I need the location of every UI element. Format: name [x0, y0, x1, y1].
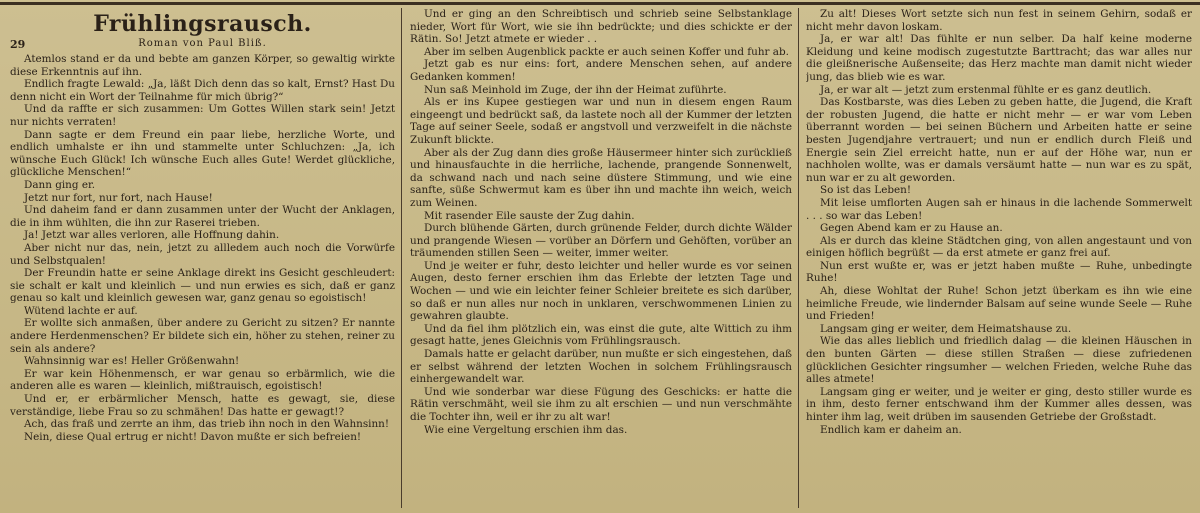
- paragraph: Ja! Jetzt war alles verloren, alle Hoffnung dahin.: [24, 229, 280, 242]
- page-number: 29: [10, 38, 26, 51]
- paragraph: Aber als der Zug dann dies große Häusermeer hinter sich zurückließ und hinausfauchte in die herrliche, lachende, prangende Sonnenwelt, da schwand nach und nach seine düstere Stimmung, und wie eine sanfte, süße Schwermut kam es über ihn und machte ihn weich, weich zum Weinen.: [410, 146, 792, 209]
- paragraph: Wütend lachte er auf.: [24, 304, 138, 317]
- paragraph: Wie das alles lieblich und friedlich dalag — die kleinen Häuschen in den bunten Gärten — diese stillen Straßen — diese zufriedenen glücklichen Gesichter ringsumher — welchen Frieden, welche Ruhe das alles atmete!: [806, 335, 1192, 386]
- paragraph: Das Kostbarste, was dies Leben zu geben hatte, die Jugend, die Kraft der robusten Jugend, die hatte er nicht mehr — er war vom Leben überrannt worden — bei seinen Büchern und Arbeiten hatte er seine besten Jugendjahre vertrauert; und nun er endlich durch Fleiß und Energie sein Ziel erreicht hatte, nun er auf der Höhe war, nun er nachholen wollte, was er damals versäumt hatte — nun war es zu spät, nun war er zu alt geworden.: [806, 96, 1192, 184]
- paragraph: Zu alt! Dieses Wort setzte sich nun fest in seinem Gehirn, sodaß er nicht mehr davon loskam.: [806, 8, 1192, 33]
- paragraph: Als er durch das kleine Städtchen ging, von allen angestaunt und von einigen höflich begrüßt — da erst atmete er ganz frei auf.: [806, 234, 1192, 260]
- column-2-text: [410, 8, 792, 436]
- paragraph: Nun erst wußte er, was er jetzt haben mußte — Ruhe, unbedingte Ruhe!: [806, 259, 1192, 285]
- paragraph: Und er ging an den Schreibtisch und schrieb seine Selbstanklage nieder, Wort für Wort, wie sie ihn bedrückte; und dies schickte er der Rätin. So! Jetzt atmete er wieder . .: [410, 8, 792, 46]
- paragraph: Und wie sonderbar war diese Fügung des Geschicks: er hatte die Rätin verschmäht, weil sie ihm zu alt erschien — und nun verschmähte die Tochter ihn, weil er ihr zu alt war!: [410, 385, 792, 423]
- column-1-text: [10, 53, 395, 443]
- paragraph: Jetzt nur fort, nur fort, nach Hause!: [24, 191, 213, 204]
- paragraph: Langsam ging er weiter, dem Heimatshause zu.: [820, 322, 1072, 335]
- paragraph: Ja, er war alt — jetzt zum erstenmal fühlte er es ganz deutlich.: [820, 83, 1152, 96]
- paragraph: Aber im selben Augenblick packte er auch seinen Koffer und fuhr ab.: [424, 45, 789, 58]
- paragraph: Ja, er war alt! Das fühlte er nun selber. Da half keine moderne Kleidung und keine modisch zugestutzte Barttracht; das war alles nur die gleißnerische Außenseite; das Herz machte man damit nicht wieder jung, das blieb wie es war.: [806, 33, 1192, 83]
- paragraph: Wie eine Vergeltung erschien ihm das.: [424, 423, 628, 436]
- paragraph: Gegen Abend kam er zu Hause an.: [820, 222, 1003, 235]
- column-1: [10, 8, 395, 508]
- paragraph: Endlich kam er daheim an.: [820, 423, 962, 436]
- paragraph: Mit leise umflorten Augen sah er hinaus in die lachende Sommerwelt . . . so war das Leben!: [806, 196, 1192, 222]
- paragraph: Und je weiter er fuhr, desto leichter und heller wurde es vor seinen Augen, desto ferner erschien ihm das Erlebte der letzten Tage und Wochen — und wie ein leichter feiner Schleier breitete es sich darüber, so daß er nun alles nur noch in unklaren, verschwommenen Linien zu gewahren glaubte.: [410, 259, 792, 323]
- paragraph: Ah, diese Wohltat der Ruhe! Schon jetzt überkam es ihn wie eine heimliche Freude, wie lindernder Balsam auf seine wunde Seele — Ruhe und Frieden!: [806, 285, 1192, 323]
- paragraph: Und er, er erbärmlicher Mensch, hatte es gewagt, sie, diese verständige, liebe Frau so zu schmähen! Das hatte er gewagt!?: [10, 393, 395, 418]
- paragraph: Durch blühende Gärten, durch grünende Felder, durch dichte Wälder und prangende Wiesen — vorüber an Dörfern und Gehöften, vorüber an träumenden stillen Seen — weiter, immer weiter.: [410, 222, 792, 260]
- paragraph: Endlich fragte Lewald: „Ja, läßt Dich denn das so kalt, Ernst? Hast Du denn nicht ein Wort der Teilnahme für mich übrig?“: [10, 78, 395, 103]
- column-divider-2: [798, 8, 799, 508]
- paragraph: Dann sagte er dem Freund ein paar liebe, herzliche Worte, und endlich umhalste er ihn und stammelte unter Schluchzen: „Ja, ich wünsche Euch Glück! Ich wünsche Euch alles Gute! Werdet glückliche, glückliche Menschen!“: [10, 128, 395, 179]
- article-byline: Roman von Paul Bliß.: [138, 38, 267, 49]
- paragraph: Und daheim fand er dann zusammen unter der Wucht der Anklagen, die in ihm wühlten, die ihn zur Raserei trieben.: [10, 204, 395, 229]
- paragraph: Langsam ging er weiter, und je weiter er ging, desto stiller wurde es in ihm, desto ferner entschwand ihm der Kummer alles dessen, was hinter ihm lag, weit drüben im sausenden Getriebe der Großstadt.: [806, 385, 1192, 423]
- paragraph: Dann ging er.: [24, 178, 96, 191]
- paragraph: Mit rasender Eile sauste der Zug dahin.: [424, 209, 635, 222]
- paragraph: Nein, diese Qual ertrug er nicht! Davon mußte er sich befreien!: [24, 430, 362, 443]
- paragraph: Als er ins Kupee gestiegen war und nun in diesem engen Raum eingeengt und bedrückt saß, da lastete noch all der Kummer der letzten Tage auf seiner Seele, sodaß er angstvoll und verzweifelt in die nächste Zukunft blickte.: [410, 96, 792, 146]
- paragraph: Der Freundin hatte er seine Anklage direkt ins Gesicht geschleudert: sie schalt er kalt und kleinlich — und nun erwies es sich, daß er ganz genau so kalt und kleinlich gewesen war, ganz genau so egoistisch!: [10, 267, 395, 305]
- column-2: [410, 8, 792, 508]
- column-divider-1: [401, 8, 402, 508]
- top-border-rule: [0, 2, 1200, 5]
- paragraph: Aber nicht nur das, nein, jetzt zu allledem auch noch die Vorwürfe und Selbstqualen!: [10, 241, 395, 267]
- paragraph: Jetzt gab es nur eins: fort, andere Menschen sehen, auf andere Gedanken kommen!: [410, 58, 792, 83]
- column-3-text: [806, 8, 1192, 436]
- paragraph: Und da fiel ihm plötzlich ein, was einst die gute, alte Wittich zu ihm gesagt hatte, jenes Gleichnis vom Frühlingsrausch.: [410, 322, 792, 348]
- paragraph: Er war kein Höhenmensch, er war genau so erbärmlich, wie die anderen alle es waren — kleinlich, mißtrauisch, egoistisch!: [10, 367, 395, 393]
- paragraph: Nun saß Meinhold im Zuge, der ihn der Heimat zuführte.: [424, 83, 727, 96]
- paragraph: Atemlos stand er da und bebte am ganzen Körper, so gewaltig wirkte diese Erkenntnis auf ihn.: [10, 53, 395, 78]
- paragraph: Und da raffte er sich zusammen: Um Gottes Willen stark sein! Jetzt nur nichts verraten!: [10, 103, 395, 128]
- paragraph: Wahnsinnig war es! Heller Größenwahn!: [24, 355, 240, 368]
- column-3: [806, 8, 1192, 508]
- article-title: Frühlingsrausch.: [93, 11, 312, 37]
- paragraph: So ist das Leben!: [820, 184, 912, 197]
- paragraph: Damals hatte er gelacht darüber, nun mußte er sich eingestehen, daß er selbst während der letzten Wochen in solchem Frühlingsrausch einhergewandelt war.: [410, 348, 792, 386]
- paragraph: Ach, das fraß und zerrte an ihm, das trieb ihn noch in den Wahnsinn!: [24, 418, 390, 431]
- paragraph: Er wollte sich anmaßen, über andere zu Gericht zu sitzen? Er nannte andere Herdenmenschen? Er bildete sich ein, höher zu stehen, reiner zu sein als andere?: [10, 317, 395, 355]
